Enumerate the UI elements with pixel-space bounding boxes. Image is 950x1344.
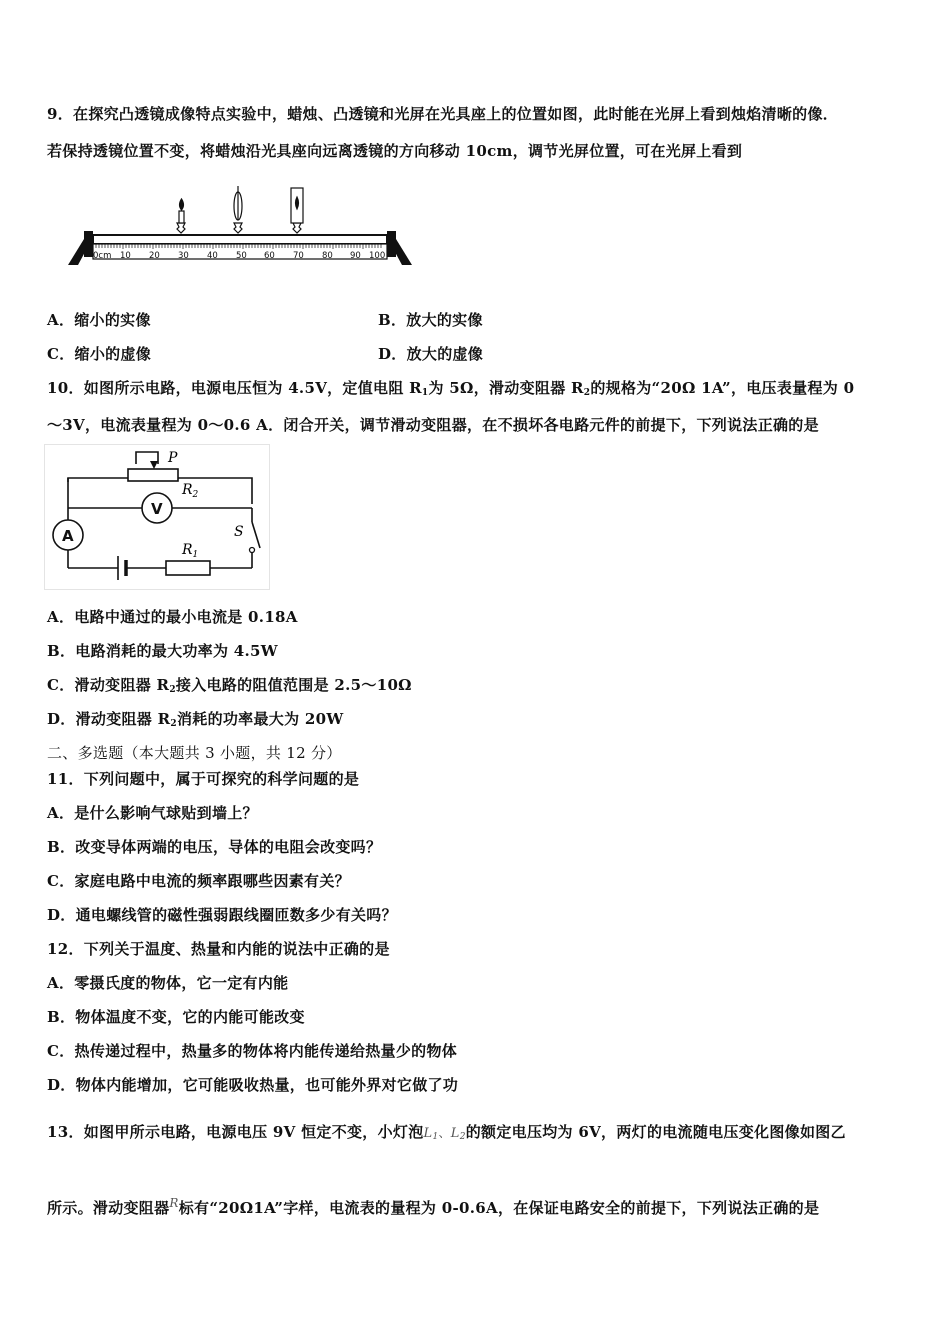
q10-option-c-sub: 2 (169, 685, 176, 695)
q13-l1 (424, 1126, 439, 1141)
q9-option-d[interactable]: D．放大的虚像 (378, 345, 484, 363)
q13-stem-line2 (47, 1196, 819, 1218)
q10-option-d[interactable] (47, 708, 344, 729)
q9-stem-line1: 9．在探究凸透镜成像特点实验中，蜡烛、凸透镜和光屏在光具座上的位置如图，此时能在光屏上看到烛焰清晰的像． (47, 105, 839, 123)
q13-l2-letter: L (450, 1126, 460, 1141)
convex-lens-icon (234, 186, 242, 233)
candle-icon (177, 199, 185, 233)
q10-option-d-b: 消耗的功率最大为 20W (176, 710, 344, 728)
q10-option-c-b: 接入电路的阻值范围是 2.5～10Ω (175, 676, 412, 694)
q9-option-a[interactable]: A．缩小的实像 (47, 311, 151, 329)
q11-option-d[interactable]: D．通电螺线管的磁性强弱跟线圈匝数多少有关吗？ (47, 906, 397, 924)
q10-stem-line1-b: 为 5Ω，滑动变阻器 R (428, 379, 584, 397)
q9-option-c[interactable]: C．缩小的虚像 (47, 345, 152, 363)
q10-option-d-sub: 2 (170, 719, 177, 729)
q13-stem-line1 (47, 1121, 846, 1142)
bench-tick-10: 10 (120, 251, 131, 261)
bench-right-post (387, 231, 396, 257)
bench-tick-20: 20 (149, 251, 160, 261)
bench-rail (93, 235, 387, 244)
q10-option-c-a: C．滑动变阻器 R (47, 676, 170, 694)
q10-stem-line1-a: 10．如图所示电路，电源电压恒为 4.5V，定值电阻 R (47, 379, 422, 397)
switch-icon (250, 548, 255, 553)
q13-sep: 、 (438, 1126, 451, 1140)
q10-option-b[interactable]: B．电路消耗的最大功率为 4.5W (47, 642, 278, 660)
q11-option-b[interactable]: B．改变导体两端的电压，导体的电阻会改变吗？ (47, 838, 382, 856)
q9-stem-line2: 若保持透镜位置不变，将蜡烛沿光具座向远离透镜的方向移动 10cm，调节光屏位置，可在光屏上看到 (47, 142, 743, 160)
slider-p-label: P (168, 450, 178, 466)
voltmeter-label: V (151, 500, 163, 518)
q13-l2 (451, 1126, 466, 1141)
q12-option-a[interactable]: A．零摄氏度的物体，它一定有内能 (47, 974, 289, 992)
q13-l1-letter: L (423, 1126, 433, 1141)
r2-label-sub: 2 (192, 490, 199, 500)
bench-tick-90: 90 (350, 251, 361, 261)
q9-option-b[interactable]: B．放大的实像 (378, 311, 483, 329)
q10-circuit-diagram (44, 444, 270, 590)
q12-option-c[interactable]: C．热传递过程中，热量多的物体将内能传递给热量少的物体 (47, 1042, 458, 1060)
bench-tick-100: 100 (369, 251, 386, 261)
bench-tick-80: 80 (322, 251, 333, 261)
q13-stem-line1-a: 13．如图甲所示电路，电源电压 9V 恒定不变，小灯泡 (47, 1123, 424, 1141)
q12-stem: 12．下列关于温度、热量和内能的说法中正确的是 (47, 940, 390, 958)
q12-option-b[interactable]: B．物体温度不变，它的内能可能改变 (47, 1008, 305, 1026)
q13-r-symbol: R (169, 1196, 179, 1210)
q13-stem-line2-a: 所示。滑动变阻器 (47, 1199, 170, 1217)
q13-l1-sub: 1 (432, 1132, 439, 1142)
r1-label-sub: 1 (192, 550, 199, 560)
q13-stem-line2-b: 标有“20Ω1A”字样，电流表的量程为 0-0.6A，在保证电路安全的前提下，下列说法正确的是 (178, 1199, 820, 1217)
q13-stem-line1-b: 的额定电压均为 6V，两灯的电流随电压变化图像如图乙 (465, 1123, 846, 1141)
r1-label-letter: R (182, 542, 193, 558)
bench-tick-0: 0cm (93, 251, 112, 261)
section-heading-multi-choice: 二、多选题（本大题共 3 小题，共 12 分） (47, 744, 342, 762)
bench-tick-40: 40 (207, 251, 218, 261)
ammeter-label: A (62, 527, 74, 545)
optical-bench-figure (66, 183, 416, 268)
bench-tick-50: 50 (236, 251, 247, 261)
q11-option-a[interactable]: A．是什么影响气球贴到墙上？ (47, 804, 258, 822)
light-screen-icon (291, 188, 303, 233)
bench-tick-60: 60 (264, 251, 275, 261)
bench-tick-30: 30 (178, 251, 189, 261)
q10-option-a[interactable]: A．电路中通过的最小电流是 0.18A (47, 608, 298, 626)
q10-option-c[interactable] (47, 674, 412, 695)
q13-l2-sub: 2 (459, 1132, 466, 1142)
switch-label: S (234, 524, 244, 540)
bench-left-post (84, 231, 93, 257)
q10-option-d-a: D．滑动变阻器 R (47, 710, 171, 728)
q11-option-c[interactable]: C．家庭电路中电流的频率跟哪些因素有关？ (47, 872, 350, 890)
q10-stem-line1-c: 的规格为“20Ω 1A”，电压表量程为 0 (590, 379, 855, 397)
bench-tick-70: 70 (293, 251, 304, 261)
q10-stem-sub-1: 1 (421, 388, 429, 398)
q11-stem: 11．下列问题中，属于可探究的科学问题的是 (47, 770, 360, 788)
q10-stem-line1 (47, 377, 854, 398)
r2-label-letter: R (182, 482, 193, 498)
q12-option-d[interactable]: D．物体内能增加，它可能吸收热量，也可能外界对它做了功 (47, 1076, 459, 1094)
q10-stem-sub-2: 2 (583, 388, 591, 398)
q10-stem-line2: ～3V，电流表量程为 0～0.6 A．闭合开关，调节滑动变阻器，在不损坏各电路元件的前提下，下列说法正确的是 (47, 416, 819, 434)
resistor-r1-icon (166, 561, 210, 575)
